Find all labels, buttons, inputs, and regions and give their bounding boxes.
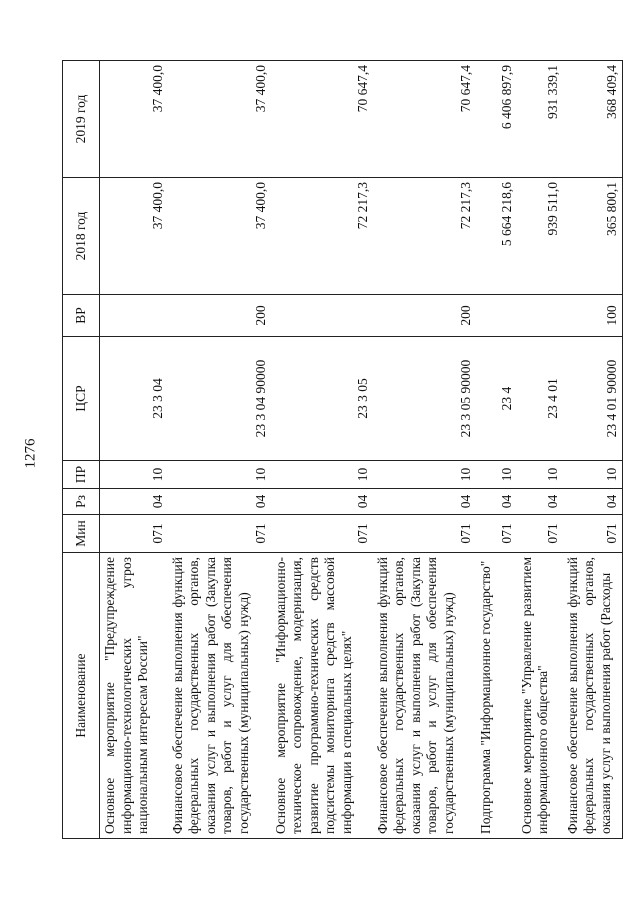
cell-2019: 6 406 897,9 (476, 61, 517, 178)
cell-2018: 72 217,3 (373, 178, 476, 295)
cell-pr: 10 (168, 461, 271, 489)
cell-rz: 04 (100, 489, 168, 515)
header-min: Мин (63, 515, 100, 553)
cell-min: 071 (168, 515, 271, 553)
table-row (100, 61, 168, 839)
table-row (373, 61, 476, 839)
header-2018: 2018 год (63, 178, 100, 295)
cell-vr (271, 295, 373, 337)
cell-2018: 939 511,0 (517, 178, 563, 295)
cell-2019: 70 647,4 (271, 61, 373, 178)
cell-rz: 04 (168, 489, 271, 515)
cell-rz: 04 (476, 489, 517, 515)
cell-csr: 23 3 05 (271, 337, 373, 461)
cell-vr: 200 (168, 295, 271, 337)
cell-name: Финансовое обеспечение выполнения функций федеральных государственных органов, оказания услуг и выполнения работ (Закупка товаров, работ и услуг для обеспечения государственных (муниципальных) нужд) (168, 553, 271, 839)
table-header-row (63, 61, 100, 839)
cell-rz: 04 (271, 489, 373, 515)
cell-2018: 72 217,3 (271, 178, 373, 295)
cell-name: Финансовое обеспечение выполнения функций федеральных государственных органов, оказания услуг и выполнения работ (Закупка товаров, работ и услуг для обеспечения государственных (муниципальных) нужд) (373, 553, 476, 839)
cell-vr (476, 295, 517, 337)
cell-min: 071 (373, 515, 476, 553)
header-rz: Рз (63, 489, 100, 515)
cell-vr: 100 (563, 295, 623, 337)
cell-min: 071 (100, 515, 168, 553)
cell-2018: 37 400,0 (100, 178, 168, 295)
cell-min: 071 (517, 515, 563, 553)
cell-pr: 10 (100, 461, 168, 489)
cell-rz: 04 (373, 489, 476, 515)
cell-min: 071 (476, 515, 517, 553)
table-row (271, 61, 373, 839)
cell-name: Основное мероприятие "Информационно-техническое сопровождение, модернизация, развитие программно-технических средств подсистемы мониторинга средств массовой информации в специальных целях" (271, 553, 373, 839)
page-number: 1276 (22, 438, 39, 469)
cell-2018: 37 400,0 (168, 178, 271, 295)
cell-name: Основное мероприятие "Предупреждение информационно-технологических угроз национальным интересам России" (100, 553, 168, 839)
cell-pr: 10 (476, 461, 517, 489)
cell-csr: 23 3 04 90000 (168, 337, 271, 461)
cell-vr (517, 295, 563, 337)
cell-2019: 368 409,4 (563, 61, 623, 178)
header-pr: ПР (63, 461, 100, 489)
cell-pr: 10 (271, 461, 373, 489)
cell-min: 071 (271, 515, 373, 553)
header-name: Наименование (63, 553, 100, 839)
cell-2019: 37 400,0 (100, 61, 168, 178)
cell-pr: 10 (373, 461, 476, 489)
cell-2019: 37 400,0 (168, 61, 271, 178)
cell-csr: 23 3 04 (100, 337, 168, 461)
table-row (168, 61, 271, 839)
table-row (517, 61, 563, 839)
table-row (476, 61, 517, 839)
cell-name: Основное мероприятие "Управление развитием информационного общества" (517, 553, 563, 839)
cell-csr: 23 3 05 90000 (373, 337, 476, 461)
cell-pr: 10 (563, 461, 623, 489)
header-2019: 2019 год (63, 61, 100, 178)
cell-2019: 70 647,4 (373, 61, 476, 178)
cell-csr: 23 4 01 90000 (563, 337, 623, 461)
table-row (563, 61, 623, 839)
cell-2019: 931 339,1 (517, 61, 563, 178)
header-vr: ВР (63, 295, 100, 337)
cell-2018: 365 800,1 (563, 178, 623, 295)
rotated-page-content (62, 61, 619, 839)
cell-rz: 04 (563, 489, 623, 515)
budget-table (62, 60, 623, 839)
header-csr: ЦСР (63, 337, 100, 461)
cell-2018: 5 664 218,6 (476, 178, 517, 295)
cell-csr: 23 4 (476, 337, 517, 461)
cell-csr: 23 4 01 (517, 337, 563, 461)
cell-name: Финансовое обеспечение выполнения функций федеральных государственных органов, оказания услуг и выполнения работ (Расходы (563, 553, 623, 839)
cell-vr: 200 (373, 295, 476, 337)
cell-vr (100, 295, 168, 337)
cell-name: Подпрограмма "Информационное государство" (476, 553, 517, 839)
cell-rz: 04 (517, 489, 563, 515)
cell-min: 071 (563, 515, 623, 553)
cell-pr: 10 (517, 461, 563, 489)
